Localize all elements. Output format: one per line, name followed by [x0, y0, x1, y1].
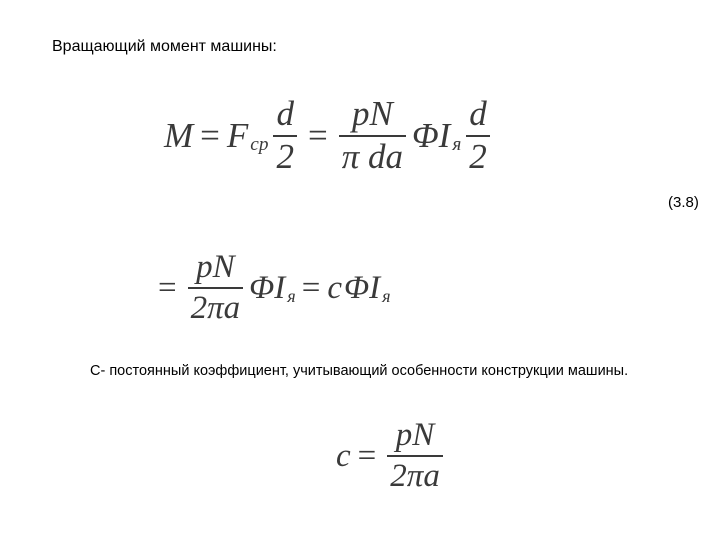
- symbol-c: c: [327, 269, 343, 306]
- symbol-m: M: [164, 116, 194, 155]
- fraction-pn-over-2-pi-a: [188, 250, 244, 325]
- fraction-numerator: pN: [395, 417, 435, 454]
- fraction-pn-over-pi-da: [339, 96, 406, 176]
- equals-sign: =: [200, 116, 220, 155]
- fraction-pn-over-2-pi-a: [387, 418, 443, 493]
- formula-torque: [163, 88, 495, 184]
- fraction-denominator: 2πa: [190, 290, 241, 326]
- equation-number: (3.8): [668, 194, 699, 211]
- equals-sign: =: [158, 269, 177, 306]
- equals-sign: =: [301, 269, 321, 306]
- subscript-ya: я: [382, 285, 391, 306]
- heading-torque: Вращающий момент машины:: [52, 38, 277, 55]
- fraction-numerator: pN: [351, 94, 393, 134]
- symbol-phi-i: ΦI: [344, 269, 381, 306]
- fraction-numerator: pN: [196, 249, 235, 286]
- equals-sign: =: [307, 116, 328, 155]
- fraction-denominator: 2πa: [390, 458, 440, 494]
- fraction-bar: [387, 455, 443, 457]
- subscript-ya: я: [287, 285, 296, 306]
- fraction-bar: [188, 287, 244, 289]
- fraction-d-over-2: [273, 96, 297, 176]
- subscript-ya: я: [452, 133, 462, 155]
- subscript-sr: ср: [250, 133, 269, 155]
- fraction-numerator: d: [469, 94, 487, 134]
- equals-sign: =: [357, 437, 377, 474]
- symbol-phi-i: ΦI: [249, 269, 286, 306]
- coefficient-note: С- постоянный коэффициент, учитывающий особенности конструкции машины.: [90, 363, 629, 379]
- fraction-d-over-2: [466, 96, 490, 176]
- symbol-f: F: [226, 116, 249, 155]
- fraction-denominator: 2: [276, 137, 294, 176]
- formula-torque-simplified: [152, 243, 391, 333]
- symbol-phi-i: ΦI: [412, 116, 451, 155]
- formula-coefficient-c: [335, 408, 448, 504]
- symbol-c: c: [336, 437, 351, 474]
- fraction-numerator: d: [276, 94, 294, 134]
- fraction-denominator: π da: [341, 137, 404, 176]
- fraction-denominator: 2: [469, 137, 487, 176]
